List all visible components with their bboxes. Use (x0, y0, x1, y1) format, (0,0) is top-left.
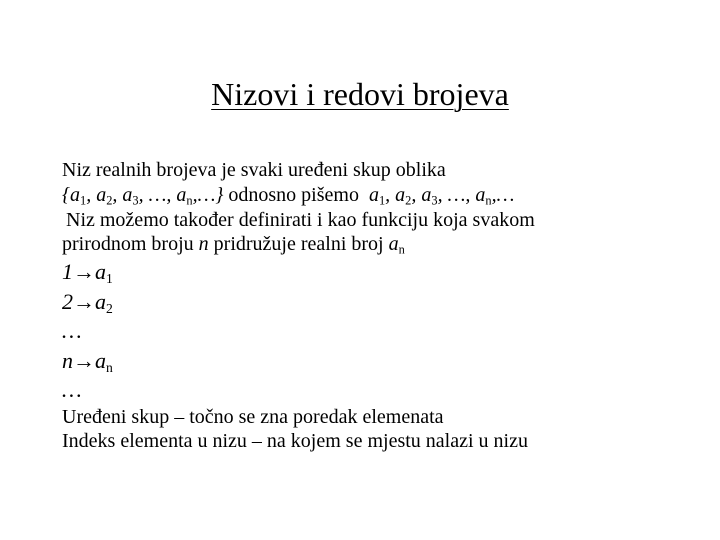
separator: , …, (437, 183, 476, 206)
term-an-index: n (186, 193, 193, 208)
brace-open: { (62, 183, 70, 206)
definition-line: Niz realnih brojeva je svaki uređeni skup oblika (62, 159, 446, 181)
mapping-n (62, 346, 702, 376)
function-definition-line: Niz možemo također definirati i kao funkciju koja svakom (66, 208, 535, 231)
mapping-text-2: pridružuje realni broj (208, 233, 389, 256)
term-b1: a (368, 183, 379, 206)
term-an: a (176, 183, 187, 206)
set-tail: ,…} (192, 183, 224, 206)
variable-n: n (198, 233, 209, 256)
term-a1-index: 1 (80, 193, 87, 208)
term-bn-index: n (485, 193, 492, 208)
mapping-2-index: 2 (106, 300, 113, 316)
slide-title-text: Nizovi i redovi brojeva (211, 76, 509, 112)
index-line: Indeks elementa u nizu – na kojem se mjestu nalazi u nizu (62, 430, 528, 453)
term-b2: a (395, 183, 406, 206)
term-bn: a (475, 183, 486, 206)
separator: , (411, 183, 422, 206)
separator: , (86, 183, 97, 206)
mapping-2 (62, 287, 702, 317)
term-b3: a (421, 183, 432, 206)
term-a3: a (122, 183, 133, 206)
separator: , …, (138, 183, 177, 206)
mapping-1-expr: 1→a (62, 259, 106, 285)
term-b3-index: 3 (431, 193, 438, 208)
mapping-n-expr: n→a (62, 347, 106, 373)
separator: , (385, 183, 396, 206)
term-b1-index: 1 (378, 193, 386, 208)
sequence-set-line (62, 183, 702, 208)
separator: , (112, 183, 123, 206)
term-b2-index: 2 (405, 193, 412, 208)
ordered-set-line: Uređeni skup – točno se zna poredak elemenata (62, 405, 444, 428)
term-a-index: n (398, 243, 405, 258)
ellipsis-1-text: … (62, 318, 82, 344)
mapping-1-index: 1 (106, 271, 113, 287)
term-a2: a (96, 183, 107, 206)
ellipsis-2 (62, 375, 702, 405)
term-a1: a (70, 183, 80, 206)
term-a3-index: 3 (132, 193, 139, 208)
ellipsis-1 (62, 316, 702, 346)
function-mapping-line (62, 232, 702, 257)
term-a2-index: 2 (106, 193, 113, 208)
slide-body (62, 158, 702, 454)
mapping-n-index: n (106, 359, 113, 375)
term-a: a (388, 233, 399, 256)
mapping-2-expr: 2→a (62, 288, 106, 314)
mapping-text: prirodnom broju (62, 233, 199, 256)
slide-title (0, 74, 720, 114)
ellipsis-2-text: … (62, 377, 82, 403)
mapping-1 (62, 257, 702, 287)
notation-text: odnosno pišemo (223, 183, 369, 206)
sequence-tail: ,… (491, 183, 515, 206)
